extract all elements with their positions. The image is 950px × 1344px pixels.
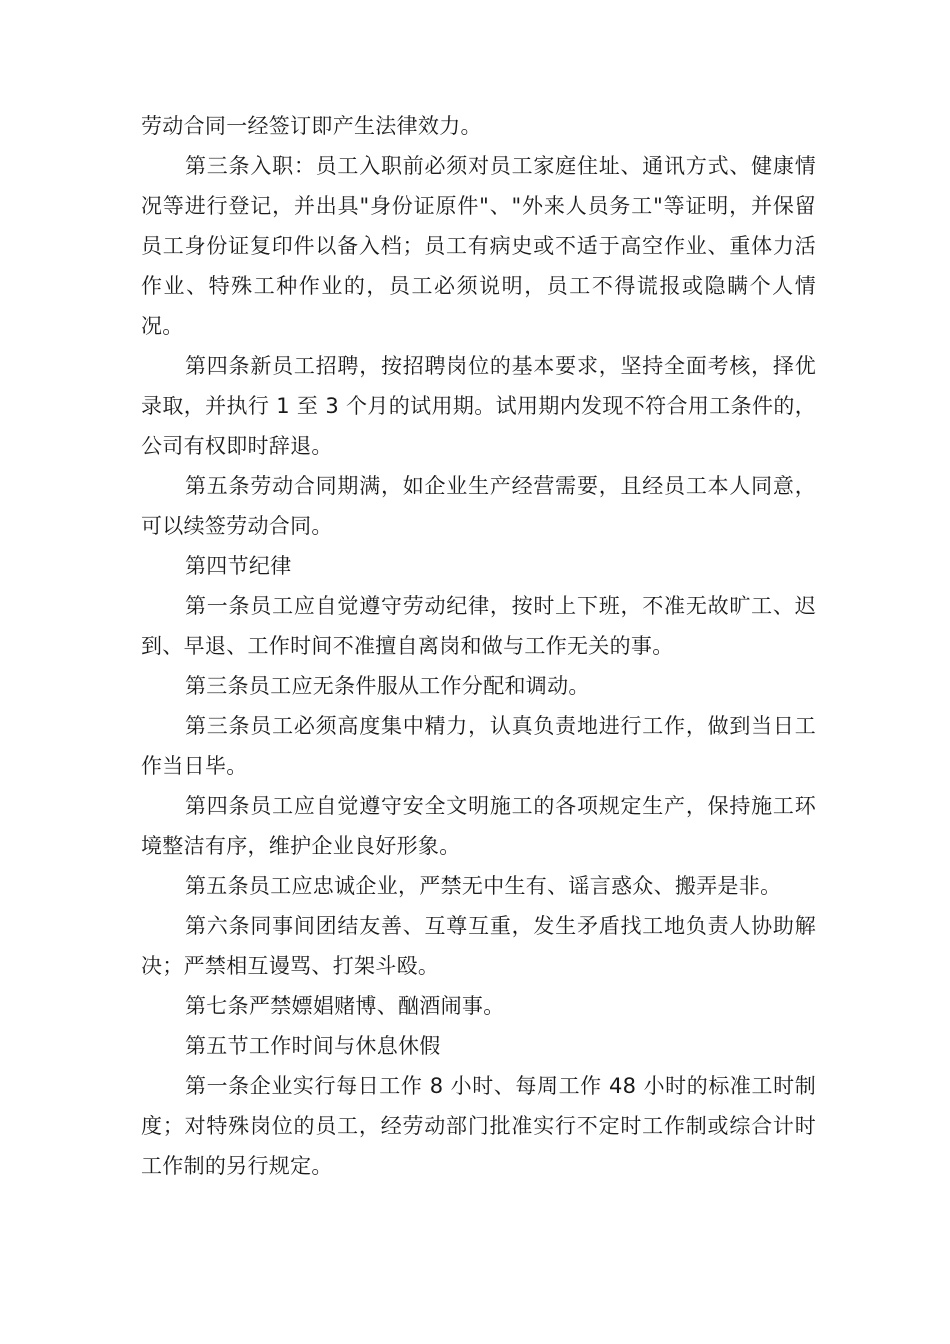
paragraph: 第六条同事间团结友善、互尊互重，发生矛盾找工地负责人协助解决；严禁相互谩骂、打架斗殴。 (141, 914, 816, 978)
paragraph: 第三条员工应无条件服从工作分配和调动。 (185, 674, 590, 698)
paragraph: 第四条新员工招聘，按招聘岗位的基本要求，坚持全面考核，择优录取，并执行 1 至 3 个月的试用期。试用期内发现不符合用工条件的，公司有权即时辞退。 (141, 354, 816, 458)
paragraph: 第五条劳动合同期满，如企业生产经营需要，且经员工本人同意，可以续签劳动合同。 (141, 474, 816, 538)
section-heading: 第五节工作时间与休息休假 (185, 1034, 441, 1058)
paragraph: 第五条员工应忠诚企业，严禁无中生有、谣言惑众、搬弄是非。 (185, 874, 782, 898)
paragraph: 第一条员工应自觉遵守劳动纪律，按时上下班，不准无故旷工、迟到、早退、工作时间不准擅自离岗和做与工作无关的事。 (141, 594, 816, 658)
paragraph: 第七条严禁嫖娼赌博、酗酒闹事。 (185, 994, 505, 1018)
section-heading: 第四节纪律 (185, 554, 292, 578)
paragraph: 第三条员工必须高度集中精力，认真负责地进行工作，做到当日工作当日毕。 (141, 714, 816, 778)
paragraph: 劳动合同一经签订即产生法律效力。 (141, 114, 482, 138)
paragraph: 第三条入职：员工入职前必须对员工家庭住址、通讯方式、健康情况等进行登记，并出具"身份证原件"、"外来人员务工"等证明，并保留员工身份证复印件以备入档；员工有病史或不适于高空作业、重体力活作业、特殊工种作业的，员工必须说明，员工不得谎报或隐瞒个人情况。 (141, 154, 816, 338)
document-body (141, 106, 816, 1186)
paragraph: 第四条员工应自觉遵守安全文明施工的各项规定生产，保持施工环境整洁有序，维护企业良好形象。 (141, 794, 816, 858)
paragraph: 第一条企业实行每日工作 8 小时、每周工作 48 小时的标准工时制度；对特殊岗位的员工，经劳动部门批准实行不定时工作制或综合计时工作制的另行规定。 (141, 1074, 816, 1178)
